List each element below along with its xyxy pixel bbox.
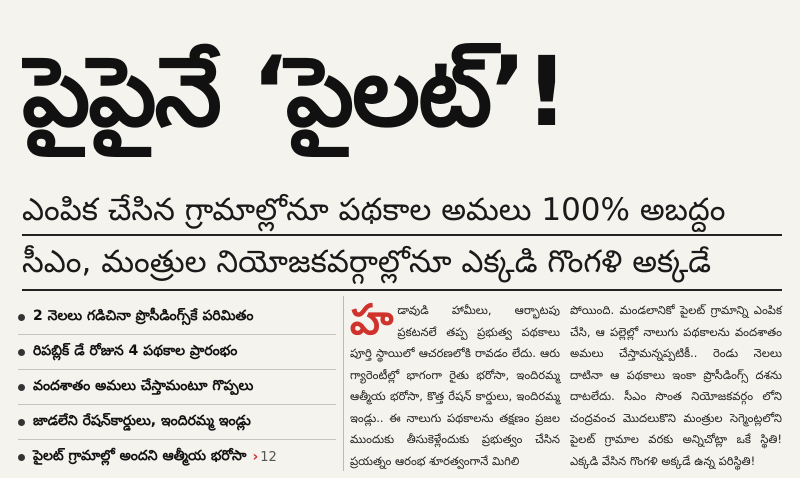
bullet-dot-icon <box>18 419 25 426</box>
bullet-dot-icon <box>18 349 25 356</box>
subheadline-2: సీఎం, మంత్రుల నియోజకవర్గాల్లోనూ ఎక్కడి గొంగళి అక్కడే <box>22 244 712 280</box>
bullet-dot-icon <box>18 314 25 321</box>
highlight-text: పైలట్ గ్రామాల్లో అందని ఆత్మీయ భరోసా <box>33 447 247 464</box>
bullet-dot-icon <box>18 384 25 391</box>
column-divider <box>343 296 344 471</box>
drop-cap: హ <box>350 295 394 344</box>
article-text-1: డావుడి హామీలు, ఆర్భాటపు ప్రకటనలే తప్ప ప్రభుత్వ పథకాలు పూర్తి స్థాయిలో ఆచరణలోకి రావడం లేదు. ఆరు గ్యారెంటీల్లో భాగంగా రైతు భరోసా, ఇందిరమ్మ ఆత్మీయ భరోసా, కొత్త రేషన్ కార్డులు, ఇందిరమ్మ ఇండ్లు.. ఈ నాలుగు పథకాలను తక్షణం ప్రజల ముందుకు తీసుకెళ్లేందుకు ప్రభుత్వం చేసిన ప్రయత్నం ఆరంభ శూరత్వంగానే మిగిలి <box>350 303 560 468</box>
continued-page-number: 12 <box>260 449 277 465</box>
highlight-text: జాడలేని రేషన్‌కార్డులు, ఇందిరమ్మ ఇండ్లు <box>33 412 251 429</box>
highlight-item <box>18 440 336 474</box>
highlight-text: వందశాతం అమలు చేస్తామంటూ గొప్పలు <box>33 377 254 394</box>
highlights-list <box>18 300 336 474</box>
highlight-item <box>18 335 336 370</box>
divider-2 <box>22 289 782 291</box>
divider-1 <box>22 234 782 236</box>
headline: పైపైనే ‘పైలట్’! <box>22 36 567 148</box>
subheadline-1: ఎంపిక చేసిన గ్రామాల్లోనూ పథకాల అమలు 100% అబద్ధం <box>22 192 726 228</box>
continued-arrow-icon: › <box>252 449 259 465</box>
highlight-item <box>18 300 336 335</box>
highlight-item <box>18 370 336 405</box>
highlight-text: రిపబ్లిక్ డే రోజున 4 పథకాల ప్రారంభం <box>33 342 238 359</box>
article-column-2 <box>570 300 782 472</box>
highlight-text: 2 నెలలు గడిచినా ప్రొసీడింగ్స్‌కే పరిమితం <box>33 307 254 324</box>
article-text-2: పోయింది. మండలానికో పైలట్ గ్రామాన్ని ఎంపిక చేసి, ఆ పల్లెల్లో నాలుగు పథకాలను వందశాతం అమలు చేస్తామన్నప్పటికీ.. రెండు నెలలు దాటినా ఆ పథకాలు ఇంకా ప్రొసీడింగ్స్ దశను దాటలేదు. సీఎం సొంత నియోజకవర్గం లోని చంద్రవంచ మొదలుకొని మంత్రుల సెగ్మెంట్లలోని పైలట్ గ్రామాల వరకు అన్నిచోట్లా ఒకే స్థితి! ఎక్కడి వేసిన గొంగళి అక్కడే ఉన్న పరిస్థితి! <box>570 303 782 468</box>
bullet-dot-icon <box>18 454 25 461</box>
highlight-item <box>18 405 336 440</box>
article-column-1 <box>350 295 560 472</box>
